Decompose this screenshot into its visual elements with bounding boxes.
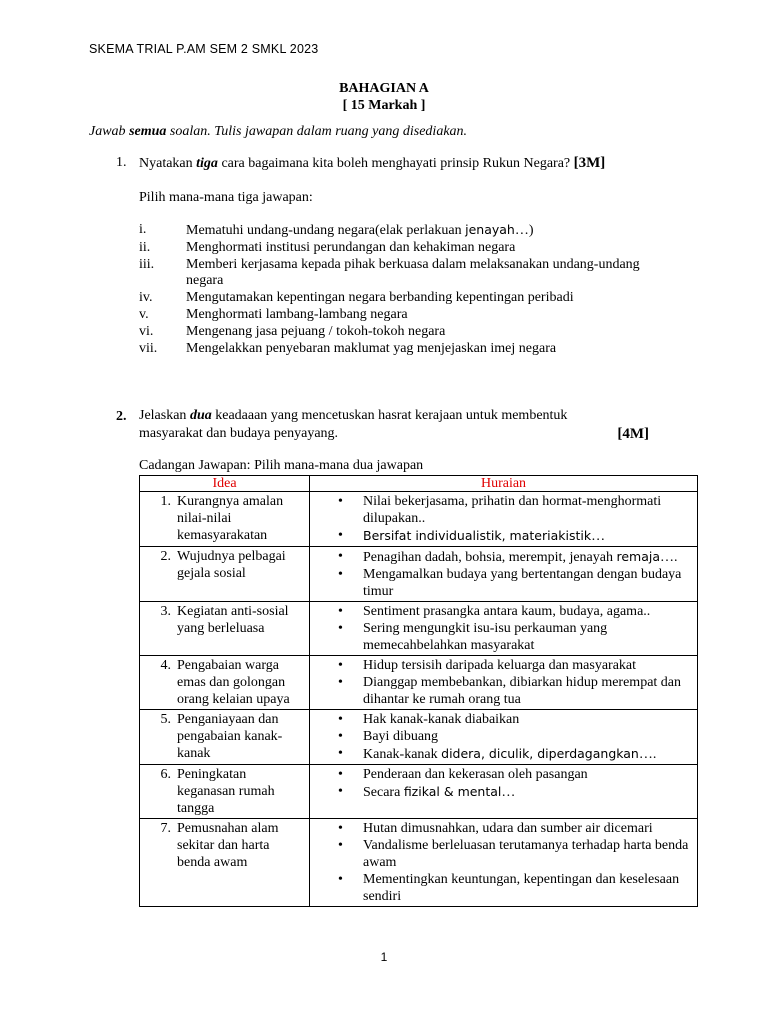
huraian-text: Penderaan dan kekerasan oleh pasangan xyxy=(363,767,588,782)
idea-cell xyxy=(140,547,310,602)
answer-text-main: Menghormati lambang-lambang negara xyxy=(186,306,408,322)
huraian-text-tail: … xyxy=(501,785,516,800)
huraian-text: Sering mengungkit isu-isu perkauman yang memecahbelahkan masyarakat xyxy=(363,621,608,653)
section-marks: [ 15 Markah ] xyxy=(342,98,426,113)
answer-text xyxy=(186,341,659,358)
question-2-text xyxy=(139,407,659,443)
huraian-text: Mementingkan keuntungan, kepentingan dan keselesaan sendiri xyxy=(363,872,680,904)
answer-text xyxy=(186,290,659,307)
huraian-text: Nilai bekerjasama, prihatin dan hormat-menghormati dilupakan.. xyxy=(363,494,662,526)
page-number: 1 xyxy=(380,950,388,964)
answer-number: vi. xyxy=(139,323,154,339)
answer-number: ii. xyxy=(139,239,151,255)
question-1-number: 1. xyxy=(116,155,127,170)
idea-text: Pengabaian warga emas dan golongan orang kelaian upaya xyxy=(177,658,290,707)
idea-text: Wujudnya pelbagai gejala sosial xyxy=(177,549,286,581)
q1-pre: Nyatakan xyxy=(139,156,197,171)
idea-number: 6. xyxy=(160,767,171,782)
huraian-text: Vandalisme berleluasan terutamanya terhadap harta benda awam xyxy=(363,838,689,870)
answer-item xyxy=(139,257,659,291)
table-header-huraian: Huraian xyxy=(310,476,698,492)
instruction-bold: semua xyxy=(129,124,167,139)
q1-marks: [3M] xyxy=(573,155,606,171)
answer-text xyxy=(186,307,659,324)
table-row xyxy=(140,765,698,819)
huraian-text: Bayi dibuang xyxy=(363,729,439,744)
huraian-text: Kanak-kanak xyxy=(363,747,442,762)
table-header-idea: Idea xyxy=(140,476,310,492)
instruction-pre: Jawab xyxy=(89,124,130,139)
idea-number: 4. xyxy=(160,658,171,673)
huraian-point xyxy=(310,837,697,871)
table-row xyxy=(140,547,698,602)
huraian-text-tail: …. xyxy=(660,550,678,565)
idea-text: Kurangnya amalan nilai-nilai kemasyarakatan xyxy=(177,494,284,543)
idea-text: Pemusnahan alam sekitar dan harta benda awam xyxy=(177,821,279,870)
answer-number: iv. xyxy=(139,290,153,306)
huraian-cell xyxy=(310,547,698,602)
huraian-text-tail: … xyxy=(591,529,606,544)
huraian-cell xyxy=(310,492,698,547)
table-row xyxy=(140,710,698,765)
idea-number: 7. xyxy=(160,821,171,836)
instruction xyxy=(89,124,467,140)
idea-number: 3. xyxy=(160,604,171,619)
table-row xyxy=(140,656,698,710)
table-row xyxy=(140,819,698,907)
answer-item xyxy=(139,307,659,324)
answer-number: v. xyxy=(139,306,149,322)
huraian-text-emph: remaja xyxy=(616,549,661,564)
idea-cell xyxy=(140,765,310,819)
huraian-text: Dianggap membebankan, dibiarkan hidup merempat dan dihantar ke rumah orang tua xyxy=(363,675,682,707)
idea-cell xyxy=(140,656,310,710)
instruction-post: soalan. Tulis jawapan dalam ruang yang disediakan. xyxy=(166,124,468,139)
q2-pre: Jelaskan xyxy=(139,408,190,423)
huraian-cell xyxy=(310,710,698,765)
answer-text-main: Mengelakkan penyebaran maklumat yag menjejaskan imej negara xyxy=(186,340,557,356)
question-1-text xyxy=(139,154,679,173)
answer-text-main: Menghormati institusi perundangan dan kehakiman negara xyxy=(186,239,516,255)
table-row xyxy=(140,492,698,547)
answer-item xyxy=(139,222,659,240)
answer-text-main: Mematuhi undang-undang negara(elak perlakuan xyxy=(186,223,466,238)
huraian-text-emph: didera, diculik, diperdagangkan xyxy=(441,746,639,761)
answer-text xyxy=(186,222,659,240)
question-1-subtext: Pilih mana-mana tiga jawapan: xyxy=(139,190,313,205)
huraian-text: Sentiment prasangka antara kaum, budaya, agama.. xyxy=(363,604,651,619)
idea-cell xyxy=(140,602,310,656)
document-header: SKEMA TRIAL P.AM SEM 2 SMKL 2023 xyxy=(89,42,319,56)
huraian-text: Penagihan dadah, bohsia, merempit, jenayah xyxy=(363,550,617,565)
huraian-text: Hidup tersisih daripada keluarga dan masyarakat xyxy=(363,658,637,673)
answer-text-emph: jenayah xyxy=(465,222,515,237)
table-row xyxy=(140,602,698,656)
q2-post1: keadaaan yang mencetuskan hasrat kerajaan untuk membentuk xyxy=(211,408,568,423)
question-2-number: 2. xyxy=(116,409,127,424)
huraian-cell xyxy=(310,602,698,656)
idea-cell xyxy=(140,710,310,765)
huraian-cell xyxy=(310,656,698,710)
huraian-point xyxy=(310,871,697,905)
huraian-text: Secara xyxy=(363,785,404,800)
answer-text xyxy=(186,240,659,257)
answer-text xyxy=(186,324,659,341)
huraian-point xyxy=(310,783,697,801)
huraian-point xyxy=(310,620,697,654)
answer-item xyxy=(139,290,659,307)
answer-item xyxy=(139,240,659,257)
huraian-text-emph: fizikal & mental xyxy=(403,784,502,799)
huraian-cell xyxy=(310,765,698,819)
question-1-answers xyxy=(139,222,659,357)
huraian-point xyxy=(310,711,697,728)
huraian-point xyxy=(310,745,697,763)
idea-text: Penganiayaan dan pengabaian kanak-kanak xyxy=(177,712,283,761)
section-name: BAHAGIAN A xyxy=(339,81,429,96)
answer-text-main: Memberi kerjasama kepada pihak berkuasa dalam melaksanakan undang-undang negara xyxy=(186,256,640,289)
q2-post2: masyarakat dan budaya penyayang. xyxy=(139,426,339,441)
huraian-point xyxy=(310,674,697,708)
huraian-point xyxy=(310,728,697,745)
section-title xyxy=(0,80,768,114)
idea-number: 2. xyxy=(160,549,171,564)
idea-cell xyxy=(140,819,310,907)
answer-number: iii. xyxy=(139,256,155,272)
answer-number: i. xyxy=(139,222,147,237)
huraian-point xyxy=(310,820,697,837)
question-2-subtext: Cadangan Jawapan: Pilih mana-mana dua jawapan xyxy=(139,458,424,473)
huraian-point xyxy=(310,548,697,566)
huraian-text: Hak kanak-kanak diabaikan xyxy=(363,712,520,727)
idea-text: Peningkatan keganasan rumah tangga xyxy=(177,767,275,816)
huraian-point xyxy=(310,566,697,600)
huraian-point xyxy=(310,493,697,527)
huraian-text: Mengamalkan budaya yang bertentangan dengan budaya timur xyxy=(363,567,682,599)
idea-number: 5. xyxy=(160,712,171,727)
idea-number: 1. xyxy=(160,494,171,509)
huraian-point xyxy=(310,527,697,545)
answer-text-main: Mengutamakan kepentingan negara berbanding kepentingan peribadi xyxy=(186,290,574,306)
answer-table xyxy=(139,475,698,907)
answer-item xyxy=(139,341,659,358)
answer-number: vii. xyxy=(139,340,158,356)
huraian-text-tail: …. xyxy=(638,747,657,762)
huraian-text-emph: Bersifat individualistik, materiakistik xyxy=(363,528,592,543)
answer-text xyxy=(186,257,659,291)
huraian-text: Hutan dimusnahkan, udara dan sumber air dicemari xyxy=(363,821,653,836)
idea-text: Kegiatan anti-sosial yang berleluasa xyxy=(177,604,289,636)
q1-post: cara bagaimana kita boleh menghayati prinsip Rukun Negara? xyxy=(217,156,574,171)
q2-emph: dua xyxy=(189,408,212,423)
huraian-point xyxy=(310,603,697,620)
q2-marks: [4M] xyxy=(617,426,649,442)
answer-item xyxy=(139,324,659,341)
answer-text-tail: …) xyxy=(514,223,534,238)
huraian-point xyxy=(310,657,697,674)
idea-cell xyxy=(140,492,310,547)
huraian-point xyxy=(310,766,697,783)
q1-emph: tiga xyxy=(196,156,218,171)
answer-text-main: Mengenang jasa pejuang / tokoh-tokoh negara xyxy=(186,323,446,339)
huraian-cell xyxy=(310,819,698,907)
